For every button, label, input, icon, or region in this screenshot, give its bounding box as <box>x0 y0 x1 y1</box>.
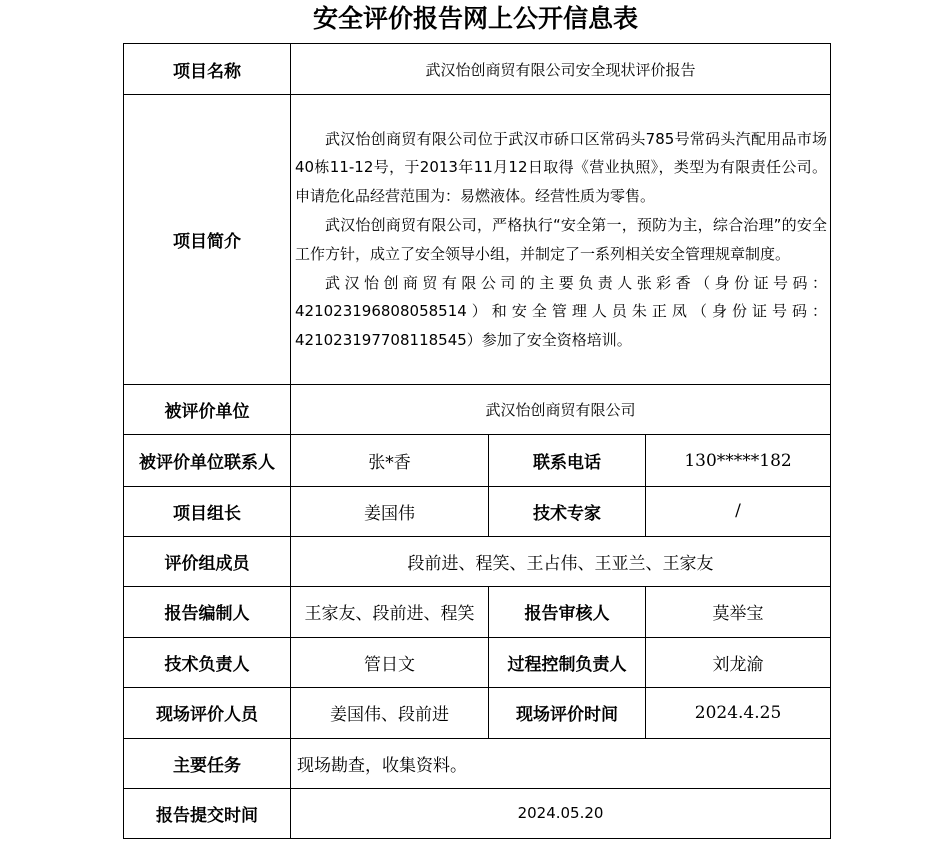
info-table <box>123 43 831 839</box>
tech-lead-label: 技术负责人 <box>124 637 291 687</box>
tech-lead-value: 管日文 <box>291 637 489 687</box>
row-evaluated-unit <box>124 385 831 435</box>
process-lead-value: 刘龙渝 <box>646 637 831 687</box>
row-tech-lead <box>124 637 831 687</box>
site-time-value: 2024.4.25 <box>646 687 831 738</box>
page-title: 安全评价报告网上公开信息表 <box>312 4 638 33</box>
project-intro-label: 项目简介 <box>124 95 291 385</box>
expert-label: 技术专家 <box>489 486 646 536</box>
site-time-label: 现场评价时间 <box>489 687 646 738</box>
project-name-label: 项目名称 <box>124 44 291 95</box>
members-label: 评价组成员 <box>124 536 291 586</box>
evaluated-unit-label: 被评价单位 <box>124 385 291 435</box>
project-intro-value <box>291 95 831 385</box>
compiler-value: 王家友、段前进、程笑 <box>291 586 489 637</box>
task-label: 主要任务 <box>124 738 291 788</box>
reviewer-value: 莫举宝 <box>646 586 831 637</box>
leader-label: 项目组长 <box>124 486 291 536</box>
row-project-intro <box>124 95 831 385</box>
row-task <box>124 738 831 788</box>
row-contact <box>124 435 831 486</box>
members-value: 段前进、程笑、王占伟、王亚兰、王家友 <box>291 536 831 586</box>
contact-value: 张*香 <box>291 435 489 486</box>
expert-value: / <box>646 486 831 536</box>
compiler-label: 报告编制人 <box>124 586 291 637</box>
submit-value: 2024.05.20 <box>291 788 831 838</box>
intro-paragraph-2: 武汉怡创商贸有限公司，严格执行“安全第一，预防为主，综合治理”的安全工作方针，成立了安全领导小组，并制定了一系列相关安全管理规章制度。 <box>295 215 828 263</box>
intro-paragraph-1: 武汉怡创商贸有限公司位于武汉市硚口区常码头785号常码头汽配用品市场40栋11-12号，于2013年11月12日取得《营业执照》，类型为有限责任公司。申请危化品经营范围为：易燃液体。经营性质为零售。 <box>295 129 828 206</box>
contact-label: 被评价单位联系人 <box>124 435 291 486</box>
row-members <box>124 536 831 586</box>
submit-label: 报告提交时间 <box>124 788 291 838</box>
evaluated-unit-value: 武汉怡创商贸有限公司 <box>291 385 831 435</box>
process-lead-label: 过程控制负责人 <box>489 637 646 687</box>
row-project-name <box>124 44 831 95</box>
task-value: 现场勘查，收集资料。 <box>291 738 831 788</box>
project-name-value: 武汉怡创商贸有限公司安全现状评价报告 <box>291 44 831 95</box>
row-leader <box>124 486 831 536</box>
reviewer-label: 报告审核人 <box>489 586 646 637</box>
site-staff-value: 姜国伟、段前进 <box>291 687 489 738</box>
phone-value: 130*****182 <box>646 435 831 486</box>
row-site <box>124 687 831 738</box>
row-compiler <box>124 586 831 637</box>
site-staff-label: 现场评价人员 <box>124 687 291 738</box>
leader-value: 姜国伟 <box>291 486 489 536</box>
row-submit <box>124 788 831 838</box>
phone-label: 联系电话 <box>489 435 646 486</box>
intro-paragraph-3: 武汉怡创商贸有限公司的主要负责人张彩香（身份证号码：421023196808058514）和安全管理人员朱正凤（身份证号码：421023197708118545）参加了安全资格培训。 <box>295 273 828 350</box>
